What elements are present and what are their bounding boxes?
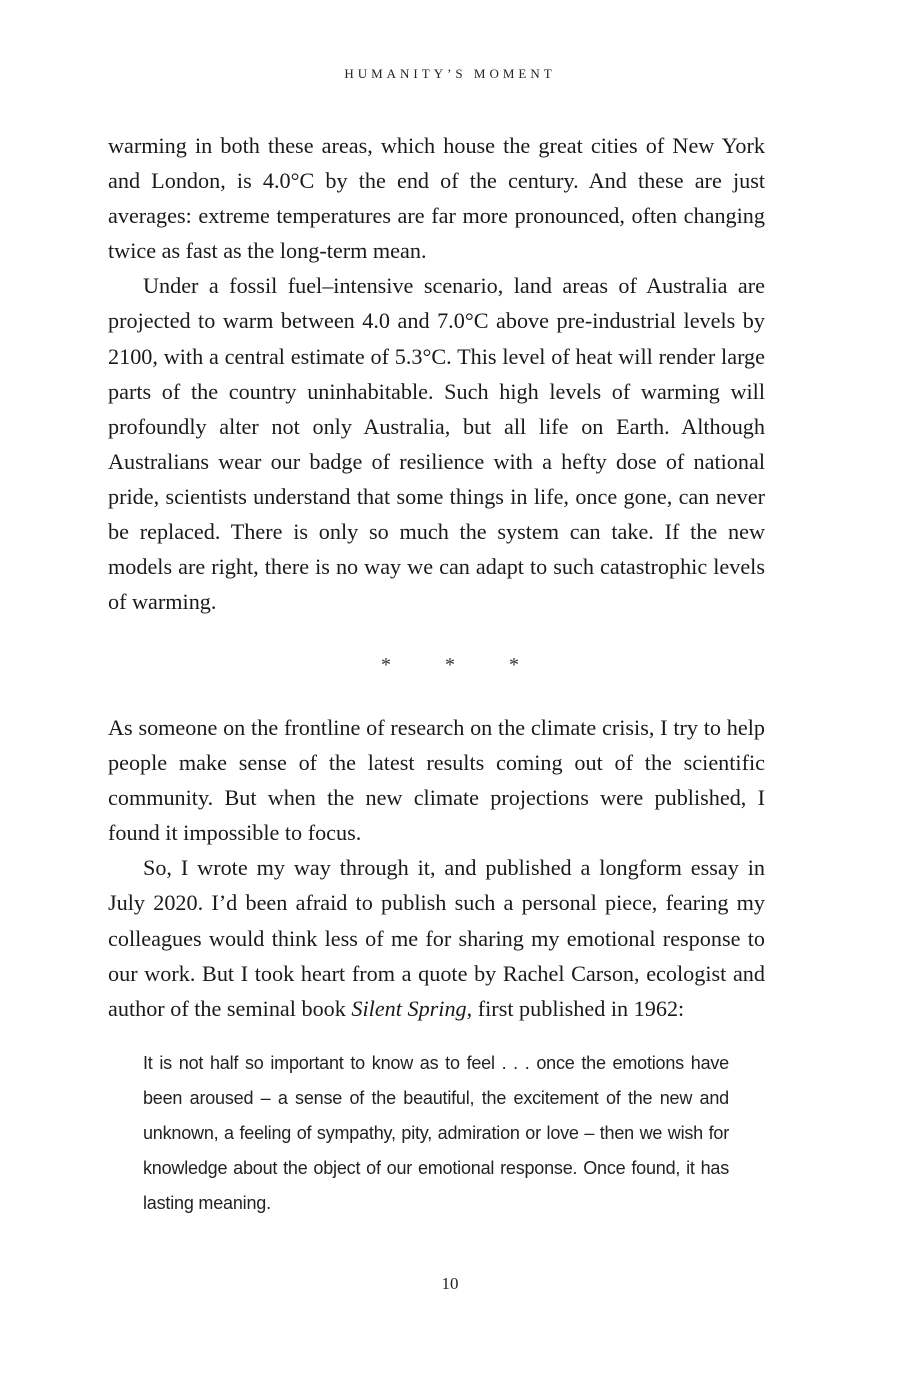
section-two [108, 710, 765, 1026]
scene-break-asterisk: * [509, 654, 519, 676]
quote-text: It is not half so important to know as to feel . . . once the emotions have been aroused – a sense of the beautiful, the excitement of the new and unknown, a feeling of sympathy, pity, admiration or love – then we wish for knowledge about the object of our emotional response. Once found, it has lasting meaning. [143, 1053, 729, 1213]
paragraph-continued: warming in both these areas, which house the great cities of New York and London, is 4.0°C by the end of the century. And these are just averages: extreme temperatures are far more pronounced, often changing twice as fast as the long-term mean. [108, 133, 765, 264]
scene-break [0, 654, 900, 677]
block-quote [143, 1046, 729, 1221]
paragraph-essay [108, 850, 765, 1025]
section-one [108, 128, 765, 619]
paragraph-australia: Under a fossil fuel–intensive scenario, land areas of Australia are projected to warm between 4.0 and 7.0°C above pre-industrial levels by 2100, with a central estimate of 5.3°C. This level of heat will render large parts of the country uninhabitable. Such high levels of warming will profoundly alter not only Australia, but all life on Earth. Although Australians wear our badge of resilience with a hefty dose of national pride, scientists understand that some things in life, once gone, can never be replaced. There is only so much the system can take. If the new models are right, there is no way we can adapt to such catastrophic levels of warming. [108, 273, 765, 615]
book-title: Silent Spring [351, 995, 467, 1021]
paragraph-essay-end: , first published in 1962: [466, 995, 685, 1021]
running-head: HUMANITY’S MOMENT [344, 66, 556, 81]
paragraph-essay-text: So, I wrote my way through it, and published a longform essay in July 2020. I’d been afraid to publish such a personal piece, fearing my colleagues would think less of me for sharing my emotional response to our work. But I took heart from a quote by Rachel Carson, ecologist and author of the seminal book [108, 855, 765, 1021]
paragraph-frontline: As someone on the frontline of research on the climate crisis, I try to help people make sense of the latest results coming out of the scientific community. But when the new climate projections were published, I found it impossible to focus. [108, 715, 765, 846]
scene-break-asterisk: * [381, 654, 391, 676]
page-number: 10 [441, 1274, 459, 1293]
scene-break-asterisk: * [445, 654, 455, 676]
